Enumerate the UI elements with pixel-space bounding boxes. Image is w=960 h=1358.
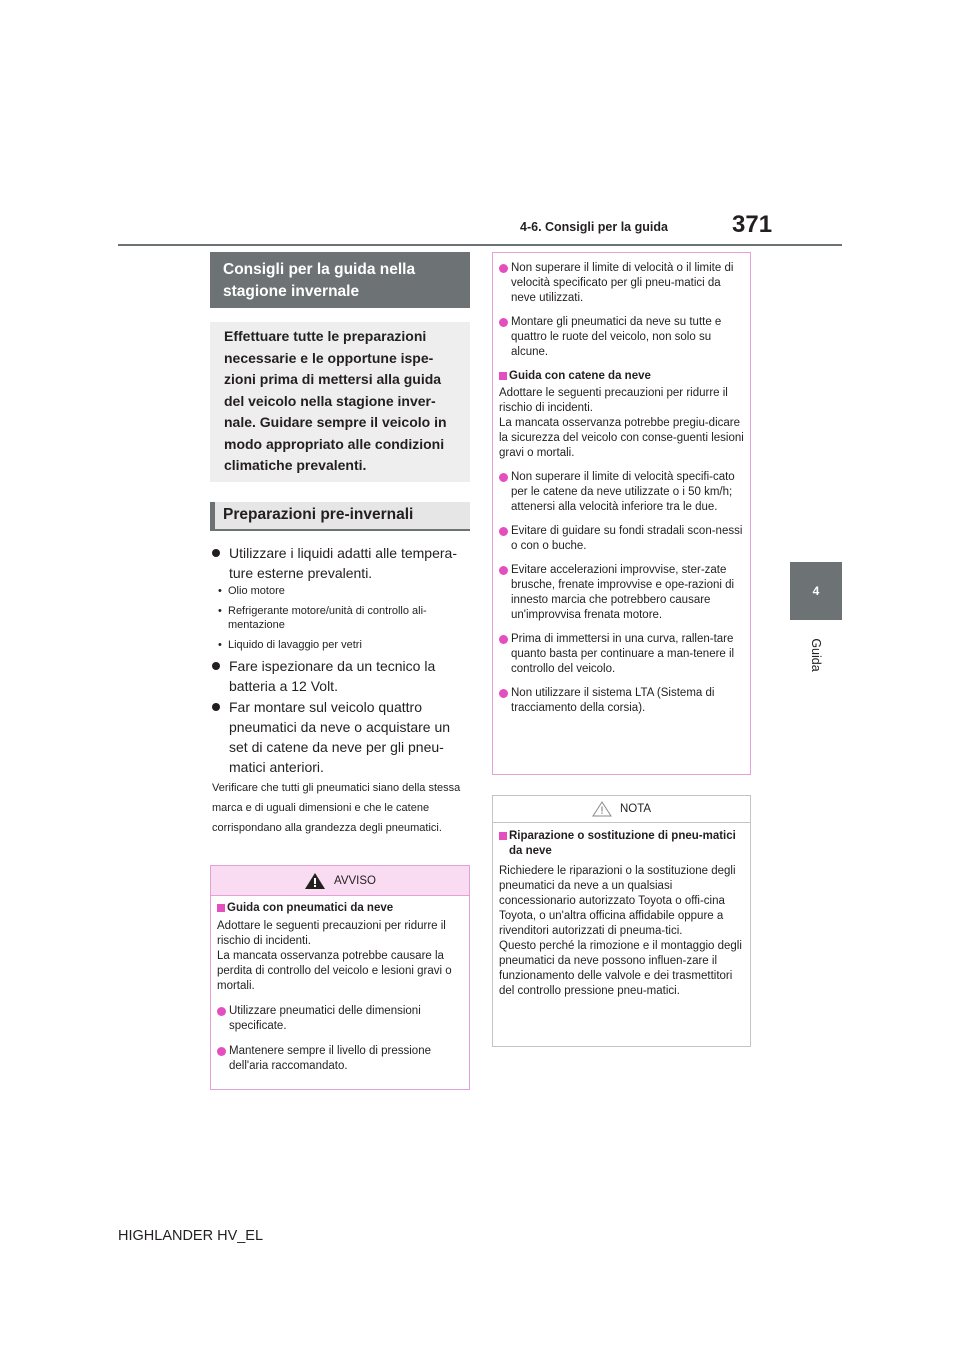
note-box xyxy=(492,795,751,1047)
sub-list-item xyxy=(218,604,470,632)
bullet-icon xyxy=(499,318,508,327)
warning-bullet xyxy=(217,1044,463,1074)
list-item-text: Fare ispezionare da un tecnico la batteria a 12 Volt. xyxy=(229,658,436,694)
warning-bullet-text: Non superare il limite di velocità o il limite di velocità specificato per gli pneu-matici da neve utilizzati. xyxy=(511,262,734,304)
caution-icon xyxy=(592,801,612,817)
bullet-icon xyxy=(499,527,508,536)
warning-bullet xyxy=(499,315,744,360)
warning-bullet xyxy=(499,686,744,716)
note-header xyxy=(493,796,750,823)
warning-bullet-text: Non utilizzare il sistema LTA (Sistema di tracciamento della corsia). xyxy=(511,687,715,714)
warning-bullet-text: Utilizzare pneumatici delle dimensioni specificate. xyxy=(229,1005,421,1032)
bullet-icon xyxy=(499,566,508,575)
bullet-icon: • xyxy=(218,585,222,597)
bullet-icon xyxy=(212,662,220,670)
warning-label: AVVISO xyxy=(334,874,376,887)
square-bullet-icon xyxy=(217,904,225,912)
page-number: 371 xyxy=(732,211,773,238)
note-subheading-text: Riparazione o sostituzione di pneu-matici da neve xyxy=(509,830,736,857)
sub-list-item xyxy=(218,638,470,652)
warning-bullet-text: Mantenere sempre il livello di pressione dell'aria raccomandato. xyxy=(229,1045,431,1072)
section-title: 4-6. Consigli per la guida xyxy=(520,220,668,234)
warning-subheading-text: Guida con catene da neve xyxy=(509,370,651,382)
note-label: NOTA xyxy=(619,803,652,815)
warning-bullet xyxy=(217,1004,463,1034)
warning-header xyxy=(211,866,469,896)
bullet-icon xyxy=(499,473,508,482)
list-item-text: Utilizzare i liquidi adatti alle tempera-ture esterne prevalenti. xyxy=(229,545,457,581)
note-subheading xyxy=(499,829,744,859)
section-heading: Consigli per la guida nella stagione invernale xyxy=(210,252,470,308)
list-item xyxy=(212,697,468,777)
warning-body xyxy=(217,901,463,1074)
warning-bullet-text: Evitare accelerazioni improvvise, ster-zate brusche, frenate improvvise e ope-razioni di innesto marcia che potrebbero causare un'improvvisa frenata motore. xyxy=(511,564,735,621)
bullet-icon xyxy=(217,1007,226,1016)
warning-subheading xyxy=(217,901,463,916)
bullet-icon xyxy=(499,635,508,644)
bullet-icon xyxy=(217,1047,226,1056)
warning-text: Adottare le seguenti precauzioni per ridurre il rischio di incidenti. La mancata osservanza potrebbe pregiu-dicare la sicurezza del veicolo con conse-guenti lesioni gravi o mortali. xyxy=(499,387,744,459)
warning-bullet xyxy=(499,563,744,623)
warning-bullet-text: Non superare il limite di velocità specifi-cato per le catene da neve utilizzate o i 50 km/h; attenersi alla velocità inferiore tra le due. xyxy=(511,471,735,513)
note-text: Richiedere le riparazioni o la sostituzione degli pneumatici da neve a un qualsiasi concessionario autorizzato Toyota o offi-cina Toyota, o un'altra officina affidabile oppure a rivenditori autorizzati di pneuma-tici. Questo perché la rimozione e il montaggio degli pneumatici da neve possono influen-zare il funzionamento delle valvole e dei trasmettitori del controllo pressione pneu-matici. xyxy=(499,865,742,997)
note-body xyxy=(499,829,744,999)
bullet-icon xyxy=(499,689,508,698)
chapter-label-text: Guida xyxy=(809,638,823,672)
warning-subheading-text: Guida con pneumatici da neve xyxy=(227,902,394,914)
sub-list-item-text: Olio motore xyxy=(228,585,285,597)
warning-bullet xyxy=(499,470,744,515)
list-item xyxy=(212,656,468,696)
list-item-text: Far montare sul veicolo quattro pneumatici da neve o acquistare un set di catene da neve per gli pneu-matici anteriori. xyxy=(229,699,451,775)
sub-list-item-text: Refrigerante motore/unità di controllo ali-mentazione xyxy=(228,605,427,631)
warning-bullet xyxy=(499,632,744,677)
chapter-label xyxy=(790,630,842,680)
body-paragraph: Verificare che tutti gli pneumatici siano della stessa marca e di uguali dimensioni e che le catene corrispondano alla grandezza degli pneumatici. xyxy=(212,782,461,834)
warning-bullet-text: Evitare di guidare su fondi stradali scon-nessi o con o buche. xyxy=(511,525,743,552)
bullet-icon: • xyxy=(218,605,222,617)
warning-icon xyxy=(304,872,326,890)
chapter-tab[interactable] xyxy=(790,562,842,620)
chapter-number: 4 xyxy=(812,584,820,598)
footer-model: HIGHLANDER HV_EL xyxy=(118,1228,264,1244)
warning-subheading xyxy=(499,369,744,384)
bullet-icon xyxy=(499,264,508,273)
sub-list-item xyxy=(218,584,470,598)
square-bullet-icon xyxy=(499,832,507,840)
warning-text: Adottare le seguenti precauzioni per ridurre il rischio di incidenti. La mancata osservanza potrebbe causare la perdita di controllo del veicolo e lesioni gravi o mortali. xyxy=(217,920,452,992)
heading-stripe xyxy=(210,502,215,529)
square-bullet-icon xyxy=(499,372,507,380)
warning-box xyxy=(210,865,470,1090)
warning-box-continued xyxy=(492,252,751,775)
bullet-icon: • xyxy=(218,639,222,651)
subsection-heading xyxy=(210,502,470,531)
intro-box: Effettuare tutte le preparazioni necessarie e le opportune ispe-zioni prima di mettersi alla guida del veicolo nella stagione inver-nale. Guidare sempre il veicolo in modo appropriato alle condizioni climatiche prevalenti. xyxy=(210,322,470,482)
warning-bullet-text: Montare gli pneumatici da neve su tutte e quattro le ruote del veicolo, non solo su alcune. xyxy=(511,316,722,358)
header-divider xyxy=(118,244,842,246)
subsection-heading-text: Preparazioni pre-invernali xyxy=(223,506,414,523)
list-item xyxy=(212,543,468,583)
warning-bullet-text: Prima di immettersi in una curva, rallen-tare quanto basta per continuare a man-tenere il controllo del veicolo. xyxy=(511,633,735,675)
warning-body xyxy=(499,261,744,716)
sub-list-item-text: Liquido di lavaggio per vetri xyxy=(228,639,362,651)
warning-bullet xyxy=(499,261,744,306)
warning-bullet xyxy=(499,524,744,554)
bullet-icon xyxy=(212,549,220,557)
bullet-icon xyxy=(212,703,220,711)
